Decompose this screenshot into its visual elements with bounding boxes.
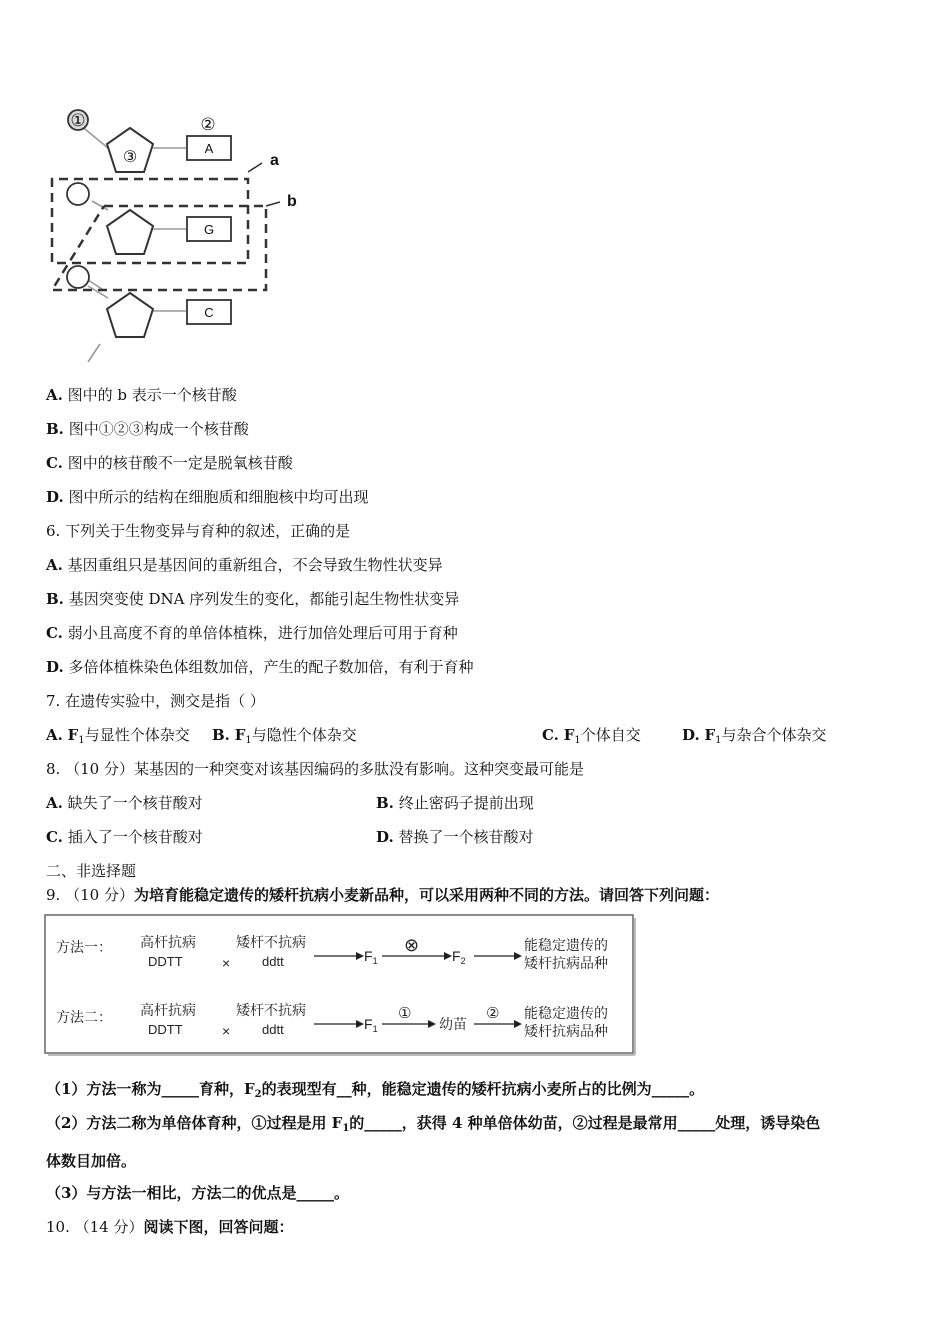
question-text: 为培育能稳定遗传的矮杆抗病小麦新品种，可以采用两种不同的方法。请回答下列问题： — [133, 886, 719, 904]
question-score: （14 分） — [74, 1218, 144, 1236]
option-text: 图中所示的结构在细胞质和细胞核中均可出现 — [68, 488, 369, 506]
sub3-part: （3）与方法一相比，方法二的优点是 — [46, 1184, 297, 1202]
sugar-pentagon-2 — [107, 210, 153, 254]
answer-blank[interactable]: _____ — [161, 1080, 199, 1098]
question-number: 9. — [46, 886, 61, 904]
cross-symbol-2: × — [222, 1023, 231, 1039]
question-text: 某基因的一种突变对该基因编码的多肽没有影响。这种突变最可能是 — [133, 760, 584, 778]
option-text: 与杂合个体杂交 — [721, 726, 827, 744]
answer-blank[interactable]: _____ — [296, 1184, 334, 1202]
option-letter: D. — [46, 488, 64, 506]
option-letter: A. — [46, 556, 63, 574]
sub1-part: （1）方法一称为 — [46, 1080, 162, 1098]
sub2-part: ，获得 4 种单倍体幼苗，②过程是最常用 — [401, 1114, 678, 1132]
answer-blank[interactable]: __ — [336, 1080, 352, 1098]
q6-option-a — [46, 554, 443, 576]
option-text: 图中①②③构成一个核苷酸 — [68, 420, 249, 438]
question-text: 阅读下图，回答问题： — [143, 1218, 294, 1236]
q9-sub1 — [46, 1078, 704, 1106]
question-score: （10 分） — [65, 760, 134, 778]
option-text: 插入了一个核苷酸对 — [67, 828, 203, 846]
option-letter: A. — [46, 794, 63, 812]
q8-option-c — [46, 826, 203, 848]
sub1-part: 育种，F — [198, 1080, 255, 1098]
option-text: 弱小且高度不育的单倍体植株，进行加倍处理后可用于育种 — [67, 624, 458, 642]
option-letter: D. — [46, 658, 64, 676]
q7-option-b — [212, 724, 357, 752]
step1-label: ① — [398, 1005, 412, 1022]
result2-line2: 矮杆抗病品种 — [524, 1023, 608, 1039]
result2-line1: 能稳定遗传的 — [524, 1005, 608, 1021]
question-text: 在遗传实验中，测交是指（ ） — [65, 692, 265, 710]
parent2-genotype-2: ddtt — [262, 1022, 284, 1037]
q7-option-d — [682, 724, 827, 752]
q8-option-d — [376, 826, 534, 848]
question-number: 7. — [46, 692, 61, 710]
f-symbol: F — [234, 726, 246, 744]
q9-sub2 — [46, 1112, 820, 1140]
seedling-label: 幼苗 — [439, 1016, 467, 1032]
question-number: 6. — [46, 522, 61, 540]
base-a: A — [204, 141, 214, 156]
option-text: 多倍体植株染色体组数加倍，产生的配子数加倍，有利于育种 — [68, 658, 474, 676]
f-subscript: 1 — [245, 735, 252, 746]
parent1-genotype: DDTT — [148, 954, 183, 969]
result1-line1: 能稳定遗传的 — [524, 937, 608, 953]
answer-blank[interactable]: _____ — [651, 1080, 690, 1098]
method1-label: 方法一： — [56, 939, 112, 955]
parent2-name-2: 矮杆不抗病 — [236, 1002, 306, 1018]
f-symbol: F — [67, 726, 79, 744]
option-letter: A. — [46, 386, 63, 404]
f-symbol: F — [563, 726, 575, 744]
option-text: 基因突变使 DNA 序列发生的变化，都能引起生物性状变异 — [68, 590, 460, 608]
option-letter: C. — [46, 624, 63, 642]
f-symbol: F — [704, 726, 716, 744]
option-letter: A. — [46, 726, 63, 744]
sugar-pentagon-3 — [107, 293, 153, 337]
section-heading: 二、非选择题 — [46, 862, 137, 880]
selfing-symbol: ⊗ — [404, 935, 420, 955]
q6-stem — [46, 520, 350, 542]
option-text: 与隐性个体杂交 — [251, 726, 357, 744]
q8-stem — [46, 758, 584, 780]
option-letter: D. — [682, 726, 700, 744]
question-number: 8. — [46, 760, 61, 778]
q8-option-a — [46, 792, 203, 814]
option-letter: D. — [376, 828, 394, 846]
phosphate-circle-3 — [67, 266, 89, 288]
question-score: （10 分） — [65, 886, 134, 904]
sub2-part: 处理，诱导染色 — [715, 1114, 821, 1132]
f-subscript: 1 — [342, 1123, 350, 1134]
option-letter: B. — [46, 420, 64, 438]
q8-option-b — [376, 792, 534, 814]
label-a: a — [270, 152, 279, 169]
option-text: 终止密码子提前出现 — [398, 794, 534, 812]
sub2-part: 的 — [349, 1114, 365, 1132]
f-subscript: 1 — [78, 735, 85, 746]
option-letter: B. — [212, 726, 230, 744]
parent1-name: 高杆抗病 — [140, 934, 196, 950]
f-subscript: 1 — [715, 735, 722, 746]
q6-option-d — [46, 656, 474, 678]
breeding-methods-diagram — [44, 914, 636, 1056]
option-letter: B. — [46, 590, 64, 608]
f-subscript: 2 — [254, 1089, 262, 1100]
cross-symbol: × — [222, 955, 231, 971]
parent2-genotype: ddtt — [262, 954, 284, 969]
q5-option-a — [46, 384, 237, 406]
label-2: ② — [200, 115, 216, 134]
parent2-name: 矮杆不抗病 — [236, 934, 306, 950]
q9-stem — [46, 884, 719, 906]
base-c: C — [204, 305, 214, 320]
q7-stem — [46, 690, 265, 712]
option-text: 图中的 b 表示一个核苷酸 — [67, 386, 237, 404]
option-text: 与显性个体杂交 — [84, 726, 190, 744]
option-text: 个体自交 — [580, 726, 641, 744]
method2-label: 方法二： — [56, 1009, 112, 1025]
label-3: ③ — [122, 149, 138, 166]
q6-option-c — [46, 622, 458, 644]
base-g: G — [203, 222, 215, 237]
question-text: 下列关于生物变异与育种的叙述，正确的是 — [65, 522, 351, 540]
phosphate-circle-2 — [67, 183, 89, 205]
parent1-name-2: 高杆抗病 — [140, 1002, 196, 1018]
q6-option-b — [46, 588, 459, 610]
sub1-part: 的表现型有 — [261, 1080, 337, 1098]
sub1-part: 种，能稳定遗传的矮杆抗病小麦所占的比例为 — [351, 1080, 652, 1098]
sub2-part: （2）方法二称为单倍体育种，①过程是用 F — [46, 1114, 343, 1132]
q9-sub2-continuation: 体数目加倍。 — [46, 1152, 137, 1170]
question-number: 10. — [46, 1218, 70, 1236]
f-subscript: 1 — [574, 735, 581, 746]
answer-blank[interactable]: _____ — [677, 1114, 716, 1132]
option-text: 图中的核苷酸不一定是脱氧核苷酸 — [67, 454, 293, 472]
label-1: ① — [70, 111, 86, 130]
dna-structure-figure — [40, 100, 360, 370]
sub1-part: 。 — [689, 1080, 705, 1098]
result1-line2: 矮杆抗病品种 — [524, 955, 608, 971]
option-letter: B. — [376, 794, 394, 812]
option-letter: C. — [46, 828, 63, 846]
option-text: 替换了一个核苷酸对 — [398, 828, 534, 846]
q9-sub3 — [46, 1182, 349, 1204]
q5-option-d — [46, 486, 369, 508]
option-letter: C. — [46, 454, 63, 472]
q5-option-b — [46, 418, 249, 440]
option-letter: C. — [542, 726, 559, 744]
step2-label: ② — [486, 1005, 500, 1022]
q7-option-c — [542, 724, 641, 752]
q7-option-a — [46, 724, 190, 752]
parent1-genotype-2: DDTT — [148, 1022, 183, 1037]
f1-label: $F_1$ — [364, 948, 378, 966]
f2-label: $F_2$ — [452, 948, 466, 966]
f1-label-2: $F_1$ — [364, 1016, 378, 1034]
label-b: b — [287, 193, 297, 210]
q10-stem — [46, 1216, 294, 1238]
answer-blank[interactable]: _____ — [364, 1114, 402, 1132]
sub3-part: 。 — [333, 1184, 349, 1202]
option-text: 缺失了一个核苷酸对 — [67, 794, 203, 812]
q5-option-c — [46, 452, 293, 474]
option-text: 基因重组只是基因间的重新组合，不会导致生物性状变异 — [67, 556, 443, 574]
